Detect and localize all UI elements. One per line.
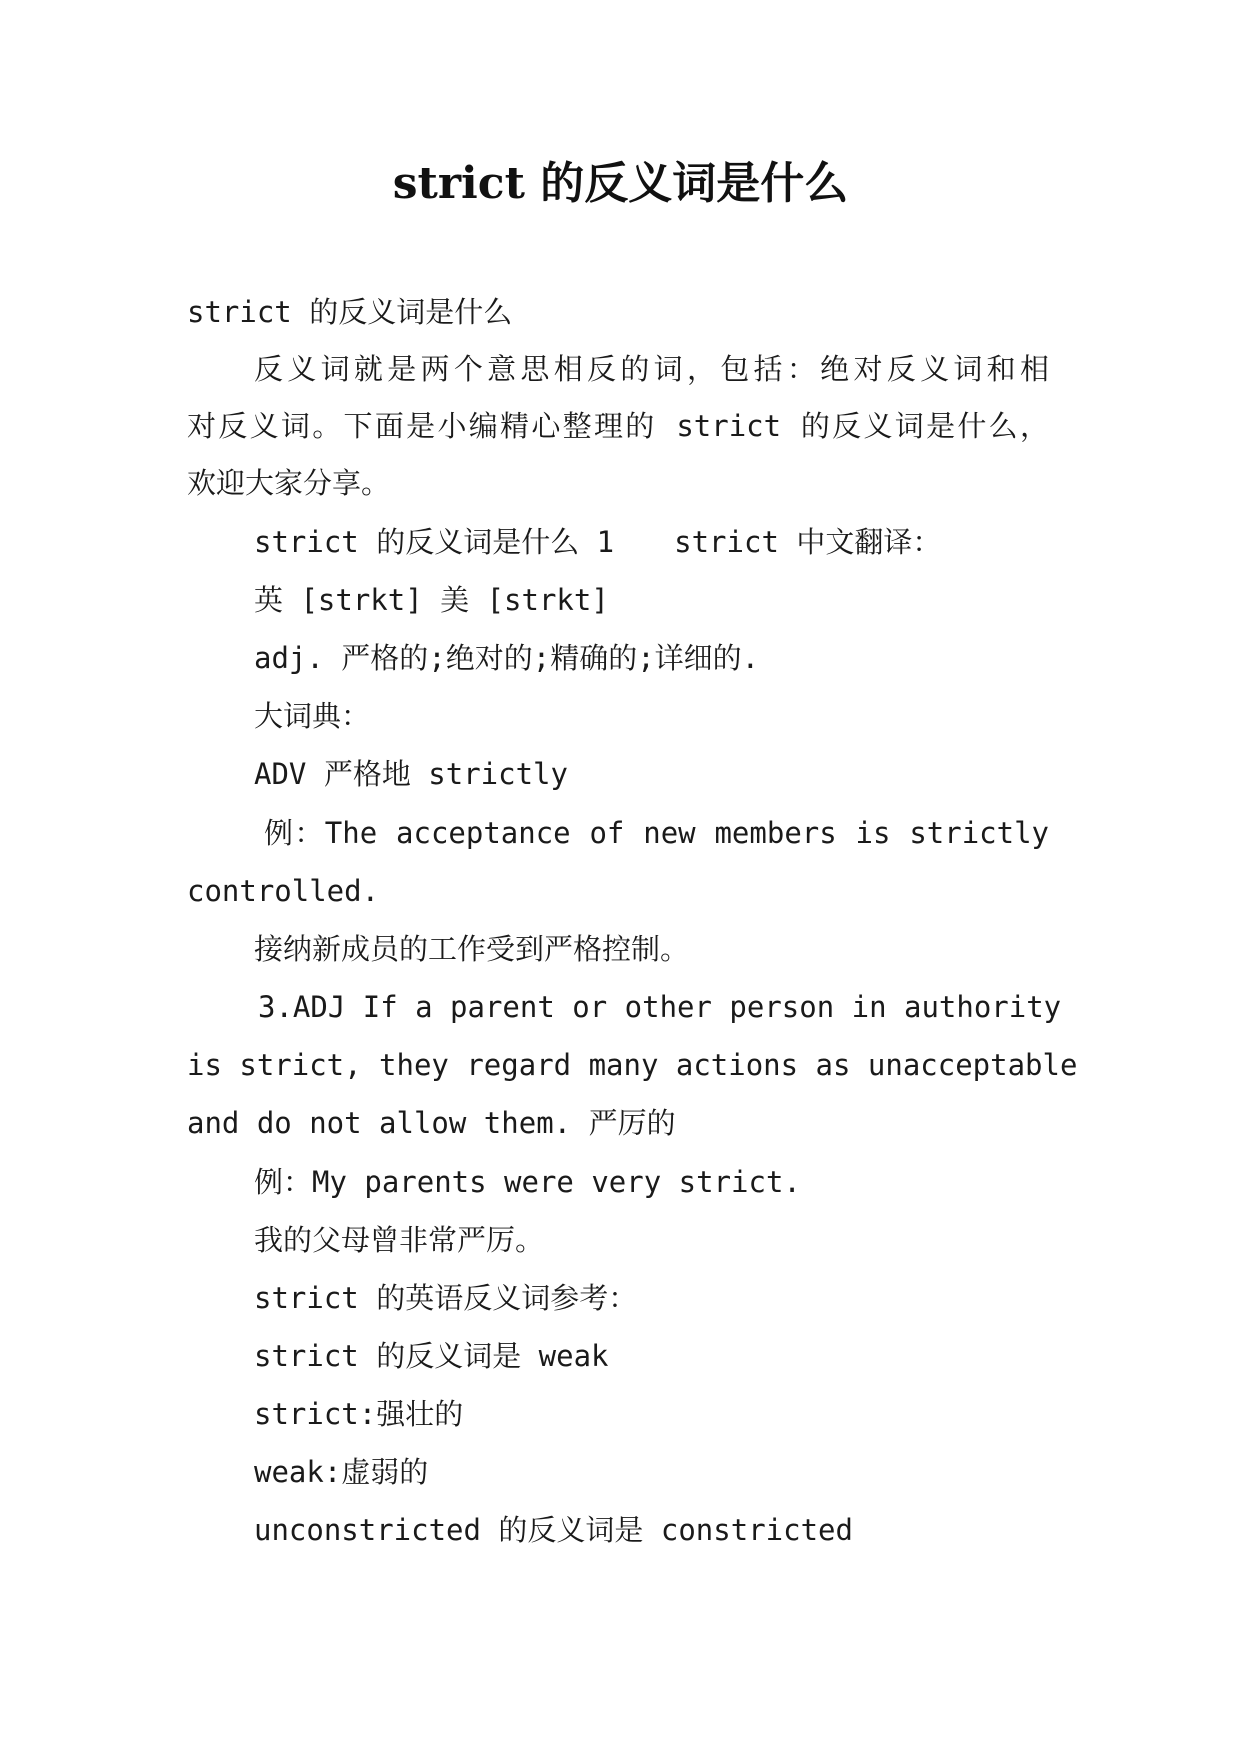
text-line: strict 的反义词是 weak bbox=[254, 1339, 609, 1373]
text-line: 我的父母曾非常严厉。 bbox=[254, 1223, 545, 1257]
text-line: strict:强壮的 bbox=[254, 1397, 464, 1431]
text-line: 欢迎大家分享。 bbox=[187, 466, 391, 500]
text-line: 例：The acceptance of new members is strictly bbox=[264, 816, 1049, 850]
text-line: strict 的反义词是什么 bbox=[187, 295, 513, 329]
text-line: 大词典： bbox=[254, 699, 371, 733]
text-segment: strict 中文翻译： bbox=[674, 525, 942, 559]
text-line: controlled. bbox=[187, 874, 380, 908]
text-line: 3.ADJ If a parent or other person in authority bbox=[258, 990, 1062, 1024]
text-line: 接纳新成员的工作受到严格控制。 bbox=[254, 932, 690, 966]
text-line: and do not allow them. 严厉的 bbox=[187, 1106, 676, 1140]
text-line: ADV 严格地 strictly bbox=[254, 757, 568, 791]
text-line: 对反义词。下面是小编精心整理的 strict 的反义词是什么， bbox=[187, 409, 1049, 443]
page-title: strict 的反义词是什么 bbox=[392, 158, 849, 209]
text-line: 英 [strkt] 美 [strkt] bbox=[254, 583, 609, 617]
text-line: 反义词就是两个意思相反的词，包括：绝对反义词和相 bbox=[254, 352, 1049, 386]
text-line: strict 的英语反义词参考： bbox=[254, 1281, 638, 1315]
text-line: is strict, they regard many actions as unacceptable bbox=[187, 1048, 1078, 1082]
text-line bbox=[254, 522, 941, 562]
text-line: 例：My parents were very strict. bbox=[254, 1165, 801, 1199]
text-line: adj. 严格的;绝对的;精确的;详细的. bbox=[254, 641, 760, 675]
text-line: weak:虚弱的 bbox=[254, 1455, 429, 1489]
text-segment: strict 的反义词是什么 1 bbox=[254, 525, 615, 559]
text-line: unconstricted 的反义词是 constricted bbox=[254, 1513, 853, 1547]
